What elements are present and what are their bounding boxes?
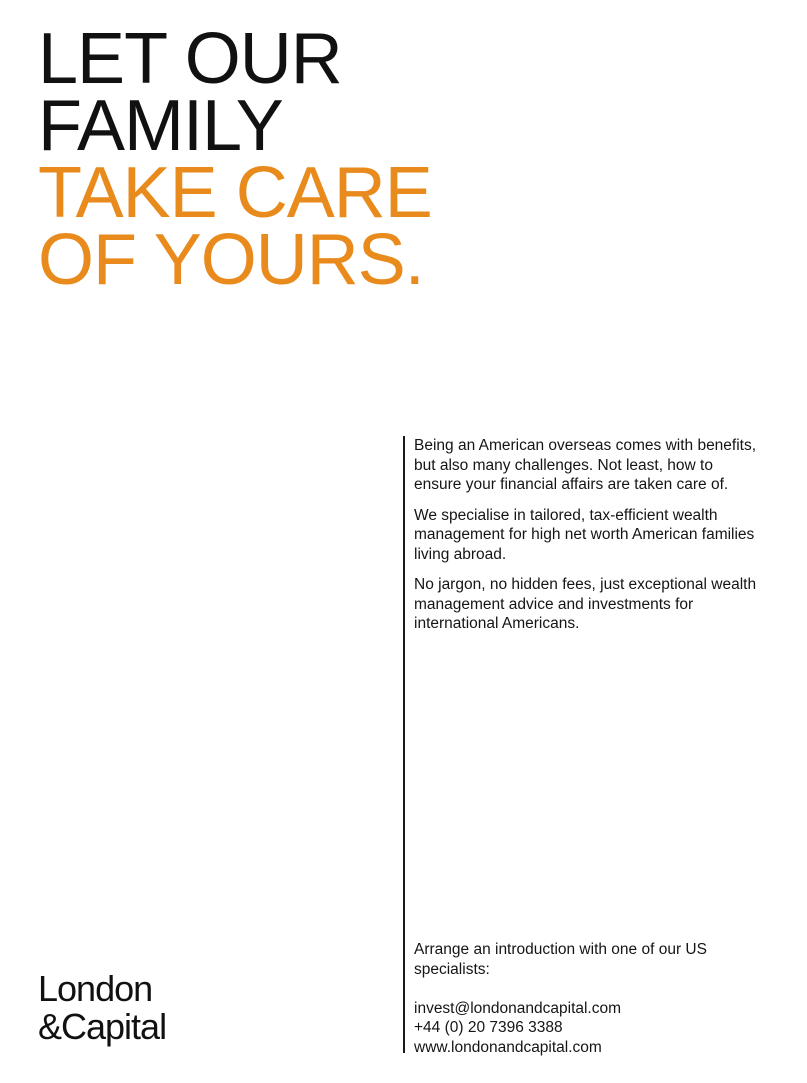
contact-block [414,940,764,1057]
logo-line-2: &Capital [38,1006,167,1047]
headline-line-2: FAMILY [38,86,283,166]
headline-line-4: OF YOURS. [38,220,424,300]
body-paragraph-3: No jargon, no hidden fees, just exceptional wealth management advice and investments for international Americans. [414,576,757,632]
contact-website-link[interactable]: www.londonandcapital.com [414,1038,602,1056]
body-paragraph-1: Being an American overseas comes with benefits, but also many challenges. Not least, how to ensure your financial affairs are taken care of. [414,437,757,493]
logo-line-1: London [38,968,153,1009]
headline [38,19,432,300]
vertical-divider [403,436,405,1053]
headline-line-3: TAKE CARE [38,153,432,233]
company-logo [38,970,166,1046]
body-paragraph-2: We specialise in tailored, tax-efficient wealth management for high net worth American families living abroad. [414,506,755,563]
headline-line-1: LET OUR [38,19,342,99]
contact-intro: Arrange an introduction with one of our US specialists: [414,941,707,978]
contact-phone[interactable]: +44 (0) 20 7396 3388 [414,1019,563,1036]
body-copy [414,436,764,645]
contact-email-link[interactable]: invest@londonandcapital.com [414,999,622,1017]
